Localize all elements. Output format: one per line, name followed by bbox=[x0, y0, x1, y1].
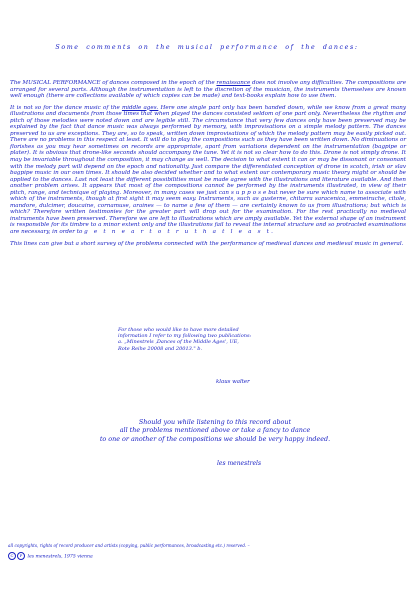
copyright-notice: all copyrights, rights of record producer and artists (copying, public performances, broadcasting etc.) reserved. – bbox=[8, 543, 250, 548]
note-line: a. „Minestrels ‚Dances of the Middle Ages', UE, bbox=[118, 339, 239, 346]
closing-line: all the problems mentioned above or take a fancy to dance bbox=[119, 426, 311, 435]
article-body bbox=[10, 80, 406, 247]
page-heading: Some comments on the musical performance of the dances: bbox=[55, 44, 359, 51]
phonogram-symbol-icon: P bbox=[17, 552, 25, 560]
note-line: For those who would like to have more detailed bbox=[118, 327, 239, 333]
reference-note bbox=[118, 327, 298, 352]
paragraph-text: It is not so for the dance music of the bbox=[10, 104, 122, 111]
note-line: Rote Reihe 20008 and 20013." b. bbox=[118, 345, 203, 352]
signature: les menestrels bbox=[217, 460, 262, 467]
underlined-term-middle-ages: middle ages. bbox=[121, 104, 159, 111]
closing-line: Should you while listening to this record about bbox=[138, 418, 292, 426]
spaced-phrase-truth: g e t n e a r t o t r u t h a t l e a s t bbox=[84, 229, 272, 236]
publisher-text: les menestrels, 1975 vienna bbox=[27, 554, 93, 560]
spaced-word-suppose: s u p p o s e bbox=[231, 189, 267, 196]
paragraph-text: The MUSICAL PERFORMANCE of dances composed in the epoch of the bbox=[10, 80, 217, 86]
closing-message bbox=[70, 418, 360, 443]
publisher-line bbox=[8, 552, 93, 560]
paragraph-text: does not involve any difficulties. The compositions are arranged for several parts. Although the instrumentation is left to the discretion of the musician, the instruments themselves are known well enough (there are collections available of which copies can be made) and text-books explain how to use them. bbox=[10, 80, 407, 100]
underlined-term-renaissance: renaissance bbox=[216, 80, 251, 86]
paragraph-text: but never be sure which name to associate with which of the instruments, though at first sight it may seem easy. Instruments, such as gusterne, chitarra saracenica, emmeiruche, citole, mandore, dulcimer, doucaine, cornamuse, araines — to name a few of them — are certainly known to us from illustrations; but which is which? Therefore written testimonies for the greater part will drop out for the examination. For the rest practically no medieval instruments have been preserved. Therefore we are left to illustrations which are amply available. Yet the external shape of an instrument is responsible for its timbre to a minor extent only and the illustrations fail to reveal the internal structure and so protracted examinations are necessary, in order to bbox=[10, 189, 406, 236]
author-name: klaus walter bbox=[216, 379, 250, 385]
paragraph-renaissance bbox=[10, 80, 406, 100]
paragraph-text: . bbox=[271, 229, 273, 236]
closing-line: to one or another of the compositions we should be very happy indeed. bbox=[99, 434, 331, 443]
note-line: information I refer to my following two publications: bbox=[118, 333, 252, 340]
paragraph-middle-ages bbox=[10, 105, 406, 236]
paragraph-text: Here one single part only has been handed down, while we know from a great many illustrations and documents from those times that when played the dances consisted seldom of one part only. Nevertheless the rhythm and pitch of those melodies were noted down and are legible still. The circumstance that very few dances only have been preserved may be explained by the fact that dance music was always performed by memory, with improvisations on a simple melody pattern. The dances preserved to us are exceptions. They are, so to speak, written down improvisations of which the melody pattern may be easily picked out. There are no problems in this respect at least. It will do to play the compositions such as they have been written down. No diminuations or florishes as you may hear sometimes on records are appropriate, apart from variations dependent on the instrumentation (bagpipe or plater). It is obvious that drone-like seconds should accompany the tune. Yet it is not so clear how to do this. Drone is not simply drone. It may be invariable throughout the composition, it may change as well. The decision to what extent it can or may be dissonant or consonant with the melody part will depend on the epoch and nationality. Just compare the differentiated conception of drone in scotch, irish or slav bagpipe music in our own times. It should be also decided whether and to what extent our contemporary music theory might or should be applied to the dances. Last not least the different possibilities must be made agree with the illustrations and literature available. And then another problem arises. It appears that most of the compositions cannot be performed by the instruments illustrated, in view of their pitch, range, and technique of playing. Moreover, in many cases we just can bbox=[10, 104, 407, 196]
copyright-symbol-icon: C bbox=[8, 552, 16, 560]
paragraph-survey: This lines can give but a short survey of the problems connected with the performance of medieval dances and medieval music in general. bbox=[10, 240, 404, 247]
